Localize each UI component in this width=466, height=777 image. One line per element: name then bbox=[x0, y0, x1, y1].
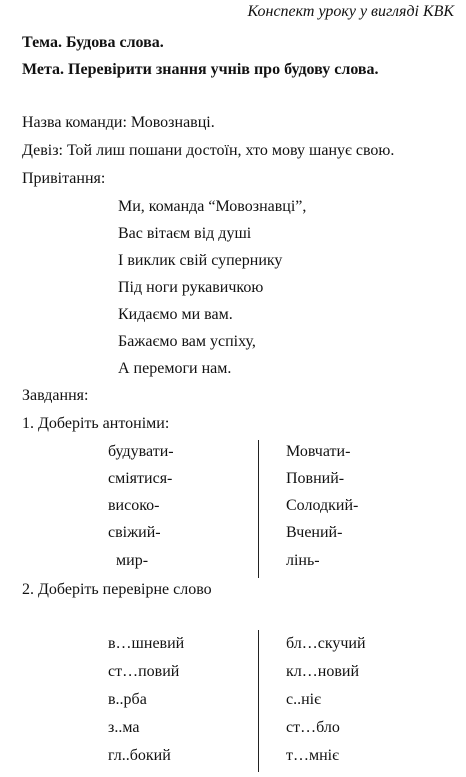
antonym-right-item: лінь- bbox=[286, 552, 320, 569]
poem-line: Вас вітаєм від душі bbox=[118, 225, 252, 242]
antonym-left-item: сміятися- bbox=[108, 470, 173, 487]
antonyms-table bbox=[0, 440, 466, 580]
poem-line: Бажаємо вам успіху, bbox=[118, 333, 256, 350]
poem-line: Ми, команда “Мовознавці”, bbox=[118, 198, 307, 215]
check-word-right-item: с..ніє bbox=[286, 691, 321, 708]
greeting-label: Привітання: bbox=[22, 170, 106, 187]
team-motto: Девіз: Той лиш пошани достоїн, хто мову шанує свою. bbox=[22, 142, 395, 159]
poem-line: Кидаємо ми вам. bbox=[118, 306, 233, 323]
task2-title: 2. Доберіть перевірне слово bbox=[22, 581, 212, 598]
lesson-goal: Мета. Перевірити знання учнів про будову слова. bbox=[22, 61, 379, 78]
check-words-table bbox=[0, 630, 466, 772]
table-divider bbox=[258, 630, 259, 772]
check-word-left-item: з..ма bbox=[108, 719, 140, 736]
poem-line: І виклик свій супернику bbox=[118, 252, 283, 269]
task1-title: 1. Доберіть антоніми: bbox=[22, 415, 170, 432]
check-word-left-item: гл..бокий bbox=[108, 747, 171, 764]
antonym-right-item: Вчений- bbox=[286, 524, 343, 541]
antonym-left-item: свіжий- bbox=[108, 524, 161, 541]
check-word-left-item: ст…повий bbox=[108, 663, 180, 680]
poem-line: Під ноги рукавичкою bbox=[118, 279, 264, 296]
antonym-left-item: будувати- bbox=[108, 443, 174, 460]
antonym-right-item: Солодкий- bbox=[286, 497, 359, 514]
team-name: Назва команди: Мовознавці. bbox=[22, 114, 215, 131]
antonym-left-item: високо- bbox=[108, 497, 160, 514]
check-word-left-item: в..рба bbox=[108, 691, 147, 708]
poem-line: А перемоги нам. bbox=[118, 360, 232, 377]
antonym-left-item: мир- bbox=[116, 552, 149, 569]
lesson-theme: Тема. Будова слова. bbox=[22, 34, 164, 51]
check-word-right-item: кл…новий bbox=[286, 663, 359, 680]
page-header: Конспект уроку у вигляді КВК bbox=[247, 3, 454, 20]
check-word-right-item: ст…бло bbox=[286, 719, 340, 736]
check-word-left-item: в…шневий bbox=[108, 635, 185, 652]
tasks-label: Завдання: bbox=[22, 387, 89, 404]
check-word-right-item: т…мніє bbox=[286, 747, 339, 764]
antonym-right-item: Повний- bbox=[286, 470, 345, 487]
table-divider bbox=[258, 440, 259, 578]
antonym-right-item: Мовчати- bbox=[286, 443, 351, 460]
check-word-right-item: бл…скучий bbox=[286, 635, 366, 652]
